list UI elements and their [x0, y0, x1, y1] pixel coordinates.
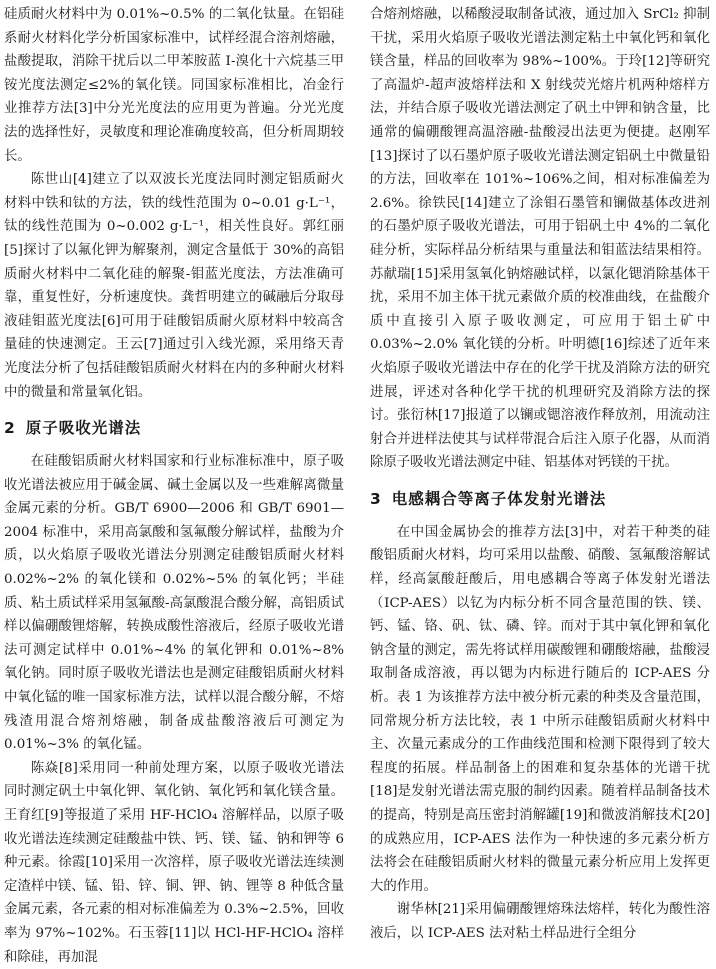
paragraph: 合熔剂熔融，以稀酸浸取制备试液，通过加入 SrCl₂ 抑制干扰，采用火焰原子吸收光谱法测定粘土中氧化钙和氧化镁含量，样品的回收率为 98%~100%。于玲[12]等研究了高温炉-超声波熔样法和 X 射线荧光熔片机两种熔样方法，并结合原子吸收光谱法测定了矾土中钾和钠含量，比通常的偏硼酸锂高温溶融-盐酸浸出法更为便捷。赵刚军[13]探讨了以石墨炉原子吸收光谱法测定铝矾土中微量铅的方法，回收率在 101%~106%之间，相对标准偏差为 2.6%。徐铁民[14]建立了涂钼石墨管和镧做基体改进剂的石墨炉原子吸收光谱法，可用于铝矾土中 4%的二氧化硅分析，实际样品分析结果与重量法和钼蓝法结果相符。苏献瑞[15]采用氢氧化钠熔融试样，以氯化锶消除基体干扰，采用不加主体干扰元素做介质的校准曲线，在盐酸介质中直接引入原子吸收测定，可应用于铝土矿中 0.03%~2.0% 氧化镁的分析。叶明德[16]综述了近年来火焰原子吸收光谱法中存在的化学干扰及消除方法的研究进展，评述对各种化学干扰的机理研究及消除方法的探讨。张衍林[17]报道了以镧或锶溶液作释放剂，用流动注射合并进样法使其与试样带混合后注入原子化器，从而消除原子吸收光谱法测定中硅、铝基体对钙镁的干扰。: [370, 7, 710, 471]
section-number: 3: [370, 489, 382, 508]
paragraph: 在硅酸铝质耐火材料国家和行业标准标准中，原子吸收光谱法被应用于碱金属、碱土金属以及一些难解离微量金属元素的分析。GB/T 6900—2006 和 GB/T 6901—2004 标准中，采用高氯酸和氢氟酸分解试样，盐酸为介质，以火焰原子吸收光谱法分别测定硅酸铝质耐火材料 0.02%~2% 的氧化镁和 0.02%~5% 的氧化钙；半硅质、粘土质试样采用氢氟酸-高氯酸混合酸分解，高铝质试样以偏硼酸锂熔解，转换成酸性溶液后，经原子吸收光谱法可测定试样中 0.01%~4% 的氧化钾和 0.01%~8% 氧化钠。同时原子吸收光谱法也是测定硅酸铝质耐火材料中氧化锰的唯一国家标准方法，试样以混合酸分解，不熔残渣用混合熔剂熔融，制备成盐酸溶液后可测定为 0.01%~3% 的氧化锰。: [4, 454, 344, 753]
paragraph: 硅质耐火材料中为 0.01%~0.5% 的二氧化钛量。在铝硅系耐火材料化学分析国家标准中，试样经混合溶剂熔融，盐酸提取，消除干扰后以二甲苯胺蓝 Ⅰ-溴化十六烷基三甲铵光度法测定≤2%的氧化镁。同国家标准相比，冶金行业推荐方法[3]中分光光度法的应用更为普遍。分光光度法的选择性好，灵敏度和理论准确度较高，但分析周期较长。: [4, 7, 344, 164]
paragraph: 陈世山[4]建立了以双波长光度法同时测定铝质耐火材料中铁和钛的方法，铁的线性范围为 0~0.01 g·L⁻¹，钛的线性范围为 0~0.002 g·L⁻¹，相关性良好。郭红丽[5]探讨了以氟化钾为解聚剂，测定含量低于 30%的高铝质耐火材料中二氧化硅的解聚-钼蓝光度法，方法准确可靠，重复性好，分析速度快。龚哲明建立的碱融后分取母液硅钼蓝光度法[6]可用于硅酸铝质耐火原材料中较高含量硅的快速测定。王云[7]通过引入线光源，采用络天青光度法分析了包括硅酸铝质耐火材料在内的多种耐火材料中的微量和常量氧化铝。: [4, 172, 344, 400]
right-column: [370, 3, 710, 946]
paragraph: 谢华林[21]采用偏硼酸锂熔珠法熔样，转化为酸性溶液后，以 ICP-AES 法对粘土样品进行全组分: [370, 902, 710, 941]
section-heading: [4, 416, 344, 440]
paragraph: 陈焱[8]采用同一种前处理方案，以原子吸收光谱法同时测定矾土中氧化钾、氧化钠、氧化钙和氧化镁含量。王育红[9]等报道了采用 HF-HClO₄ 溶解样品，以原子吸收光谱法连续测定硅酸盐中铁、钙、镁、锰、钠和钾等 6 种元素。徐霞[10]采用一次溶样，原子吸收光谱法连续测定渣样中镁、锰、铅、锌、铜、钾、钠、锂等 8 种低含量金属元素，各元素的相对标准偏差为 0.3%~2.5%，回收率为 97%~102%。石玉蓉[11]以 HCl-HF-HClO₄ 溶样和除硅，再加混: [4, 760, 344, 965]
section-number: 2: [4, 419, 16, 438]
section-title: 电感耦合等离子体发射光谱法: [391, 489, 607, 508]
left-column: [4, 3, 344, 969]
section-title: 原子吸收光谱法: [25, 419, 142, 438]
section-heading: [370, 487, 710, 511]
paragraph: 在中国金属协会的推荐方法[3]中，对若干种类的硅酸铝质耐火材料，均可采用以盐酸、硝酸、氢氟酸溶解试样，经高氯酸赶酸后，用电感耦合等离子体发射光谱法（ICP-AES）以钇为内标分析不同含量范围的铁、镁、钙、锰、铬、矾、钛、磷、锌。而对于其中氧化钾和氧化钠含量的测定，需先将试样用碳酸锂和硼酸熔融，盐酸浸取制备成溶液，再以锶为内标进行随后的 ICP-AES 分析。表 1 为该推荐方法中被分析元素的种类及含量范围，同常规分析方法比较，表 1 中所示硅酸铝质耐火材料中主、次量元素成分的工作曲线范围和检测下限得到了较大程度的拓展。样品制备上的困难和复杂基体的光谱干扰[18]是发射光谱法需克服的制约因素。随着样品制备技术的提高，特别是高压密封消解罐[19]和微波消解技术[20]的成熟应用，ICP-AES 法作为一种快速的多元素分析方法将会在硅酸铝质耐火材料的微量元素分析应用上发挥更大的作用。: [370, 524, 710, 894]
